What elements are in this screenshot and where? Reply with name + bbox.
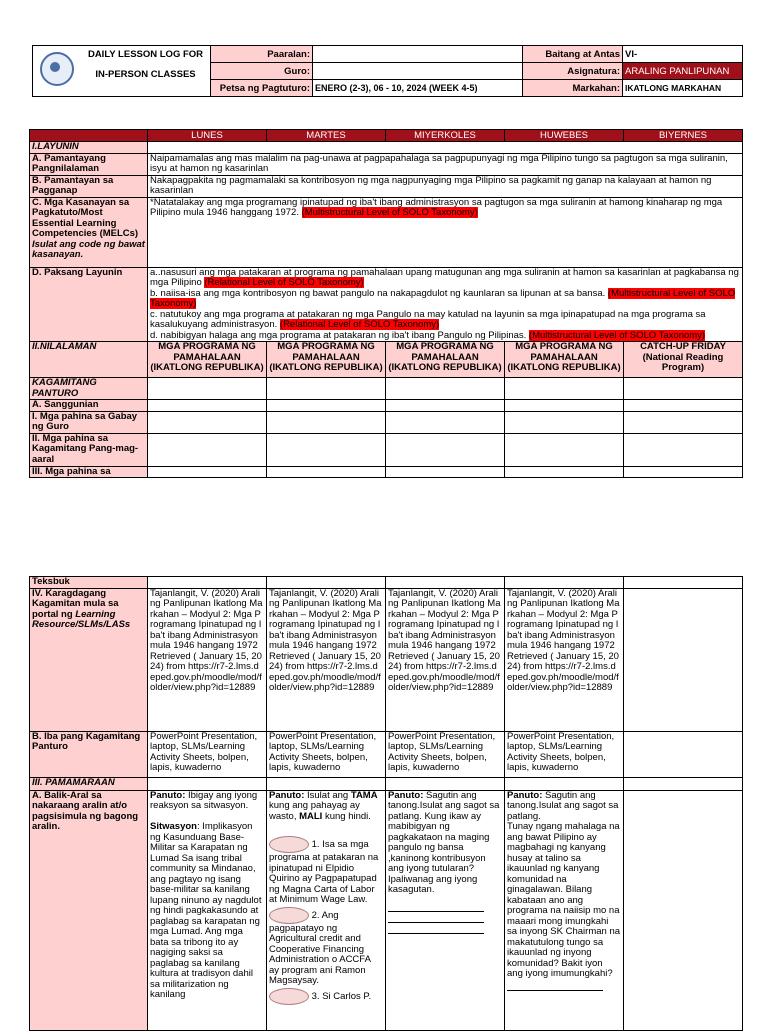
panuto-text: Sagutin ang tanong.Isulat ang sagot sa patlang.	[507, 790, 619, 822]
cell	[624, 731, 743, 777]
day-friday: BIYERNES	[624, 130, 743, 142]
lesson-log-table	[29, 129, 743, 478]
mga-pahina-label: III. Mga pahina sa	[30, 466, 148, 478]
cell	[505, 400, 624, 412]
objective-a: a..nasusuri ang mga patakaran at programa ng pamahalaan upang matugunan ang mga suliranin at hamon sa kasarinlan at pagkabansa ng mga Pilipino	[150, 267, 739, 288]
petsa-field[interactable]: ENERO (2-3), 06 - 10, 2024 (WEEK 4-5)	[313, 80, 523, 97]
guro-field[interactable]	[313, 63, 523, 80]
asignatura-field[interactable]: ARALING PANLIPUNAN	[623, 63, 743, 80]
thursday-question: Tunay ngang mahalaga na ang bawat Pilipino ay magbahagi ng kanyang husay at talino sa ikauunlad ng kanyang komunidad na ginagalawan. Bilang kabataan ano ang programa na naiisip mo na maaari mong imungkahi sa inyong SK Chairman na makatutulong tungo sa ikauunlad ng inyong komunidad? Bakit iyon ang iyong imumungkahi?	[507, 821, 621, 979]
panuto-label: Panuto:	[388, 790, 424, 801]
topic-friday: CATCH-UP FRIDAY (National Reading Program)	[624, 342, 743, 378]
cell	[505, 466, 624, 478]
cell	[624, 378, 743, 400]
lesson-log-table-continued	[29, 576, 743, 1031]
kagamitang-mag-aaral-label: II. Mga pahina sa Kagamitang Pang-mag-aaral	[30, 433, 148, 466]
answer-line[interactable]	[388, 924, 484, 934]
asignatura-label: Asignatura:	[523, 63, 623, 80]
quiz-item-3: 3. Si Carlos P.	[311, 990, 372, 1002]
teksbuk-label: Teksbuk	[30, 577, 148, 589]
section-pamamaraan: III. PAMAMARAAN	[30, 777, 148, 790]
gabay-guro-label: I. Mga pahina sa Gabay ng Guro	[30, 411, 148, 433]
objective-d: d. nabibigyan halaga ang mga programa at patakaran ng iba't ibang Pangulo ng Pilipinas.	[150, 329, 527, 341]
objective-d-tag: (Multistructural Level of SOLO Taxonomy)	[528, 329, 706, 341]
cell	[624, 588, 743, 731]
sitwasyon-label: Sitwasyon	[150, 821, 197, 832]
cell	[386, 466, 505, 478]
panuto-label: Panuto:	[269, 790, 305, 801]
title-cell	[33, 46, 211, 97]
reference-thursday: Tajanlangit, V. (2020) Araling Panlipunan Ikatlong Markahan – Modyul 2: Mga Programang Ipinatupad ng Iba't ibang Administrasyon mula 1946 hangang 1972Retrieved ( January 15, 2024) from https://r7-2.lms.deped.gov.ph/moodle/mod/folder/view.php?id=12889	[505, 588, 624, 731]
day-monday: LUNES	[148, 130, 267, 142]
topic-thursday: MGA PROGRAMA NG PAMAHALAAN (IKATLONG REPUBLIKA)	[505, 342, 624, 378]
cell	[148, 577, 267, 589]
layunin-blank	[148, 142, 743, 154]
paksang-layunin-label: D. Paksang Layunin	[30, 267, 148, 342]
sanggunian-label: A. Sanggunian	[30, 400, 148, 412]
cell	[148, 466, 267, 478]
quiz-item-2: 2. Ang pagpapatayo ng Agricultural credit and Cooperative Financing Administration o ACCFA ay program ani Ramon Magsaysay.	[269, 909, 371, 986]
panuto-text: kung hindi.	[322, 810, 371, 822]
topic-wednesday: MGA PROGRAMA NG PAMAHALAAN (IKATLONG REPUBLIKA)	[386, 342, 505, 378]
cell	[505, 378, 624, 400]
cell	[148, 378, 267, 400]
header-table	[32, 45, 743, 97]
guro-label: Guro:	[211, 63, 313, 80]
objective-b-tag: (Multistructural Level of SOLO Taxonomy)	[150, 287, 736, 309]
pagganap-label: B. Pamantayan sa Pagganap	[30, 175, 148, 197]
balik-aral-label: A. Balik-Aral sa nakaraang aralin at/o pagsisimula ng bagong aralin.	[30, 790, 148, 1030]
balik-aral-thursday	[505, 790, 624, 1030]
day-thursday: HUWEBES	[505, 130, 624, 142]
objective-c-tag: (Relational Level of SOLO Taxonomy)	[279, 319, 440, 330]
paaralan-label: Paaralan:	[211, 46, 313, 63]
cell	[267, 400, 386, 412]
title-line-1: DAILY LESSON LOG FOR	[87, 49, 204, 60]
balik-aral-wednesday	[386, 790, 505, 1030]
cell	[386, 378, 505, 400]
quiz-item-1: 1. Isa sa mga programa at patakaran na ipinatupad ni Elpidio Quirino ay Pagpapatupad ng Magna Carta of Labor at Minimum Wage Law.	[269, 839, 379, 905]
answer-line[interactable]	[388, 902, 484, 912]
panuto-text: kung ang pahayag ay wasto,	[269, 800, 360, 822]
melc-sub: Isulat ang code ng bawat kasanayan.	[32, 238, 145, 260]
deped-seal-icon	[40, 52, 74, 86]
karagdagang-label-text: IV. Karagdagang Kagamitan mula sa portal ng	[32, 588, 119, 620]
paksang-layunin-text	[148, 267, 743, 342]
tama-word: TAMA	[350, 790, 378, 801]
pagganap-text: Nakapagpakita ng pagmamalaki sa kontribosyon ng mga nagpunyaging mga Pilipino sa pagkamit ng ganap na kalayaan at hamon ng kasarinlan	[148, 175, 743, 197]
cell	[148, 433, 267, 466]
cell	[505, 577, 624, 589]
markahan-label: Markahan:	[523, 80, 623, 97]
cell	[624, 400, 743, 412]
cell	[505, 777, 624, 790]
cell	[386, 777, 505, 790]
mali-word: MALI	[299, 810, 323, 822]
cell	[267, 777, 386, 790]
baitang-label: Baitang at Antas	[523, 46, 623, 63]
pamantayang-label: A. Pamantayang Pangnilalaman	[30, 153, 148, 175]
melc-label: C. Mga Kasanayan sa Pagkatuto/Most Essential Learning Competencies (MELCs)	[32, 197, 139, 239]
day-header-blank	[30, 130, 148, 142]
topic-monday: MGA PROGRAMA NG PAMAHALAAN (IKATLONG REPUBLIKA)	[148, 342, 267, 378]
day-header-row	[30, 130, 743, 142]
materials-tuesday: PowerPoint Presentation, laptop, SLMs/Learning Activity Sheets, bolpen, lapis, kuwaderno	[267, 731, 386, 777]
section-kagamitan: KAGAMITANG PANTURO	[30, 378, 148, 400]
cell	[386, 433, 505, 466]
melc-text-cell	[148, 197, 743, 267]
sitwasyon-text: : Implikasyon ng Kasunduang Base-Militar sa Karapatan ng Lumad Sa isang tribal community sa Mindanao, ang pagtayo ng isang base-militar sa kanilang lupang ninuno ay nagdulot ng hindi pagkakasundo at paglabag sa karapatan ng mga Lumad. Ang mga bata sa tribong ito ay nagiging saksi sa paglabag sa kanilang kultura at tradisyon dahil sa militarization ng kanilang	[150, 821, 262, 1000]
petsa-label: Petsa ng Pagtuturo:	[211, 80, 313, 97]
panuto-label: Panuto:	[507, 790, 543, 801]
panuto-text: Ibigay ang iyong reaksyon sa sitwasyon.	[150, 790, 258, 811]
balik-aral-tuesday	[267, 790, 386, 1030]
cell	[505, 411, 624, 433]
cell	[624, 411, 743, 433]
melc-solo-tag: (Multistructural Level of SOLO Taxonomy)	[301, 207, 478, 218]
answer-oval[interactable]	[269, 836, 309, 853]
materials-thursday: PowerPoint Presentation, laptop, SLMs/Learning Activity Sheets, bolpen, lapis, kuwaderno	[505, 731, 624, 777]
learning-resource-label: Learning Resource/SLMs/LASs	[32, 608, 131, 630]
panuto-label: Panuto:	[150, 790, 186, 801]
panuto-text: Isulat ang	[304, 790, 351, 801]
cell	[267, 378, 386, 400]
reference-tuesday: Tajanlangit, V. (2020) Araling Panlipunan Ikatlong Markahan – Modyul 2: Mga Programang Ipinatupad ng Iba't ibang Administrasyon mula 1946 hangang 1972Retrieved ( January 15, 2024) from https://r7-2.lms.deped.gov.ph/moodle/mod/folder/view.php?id=12889	[267, 588, 386, 731]
cell	[267, 433, 386, 466]
cell	[267, 466, 386, 478]
section-nilalaman: II.NILALAMAN	[30, 342, 148, 378]
cell	[386, 400, 505, 412]
cell	[386, 411, 505, 433]
answer-oval[interactable]	[269, 988, 309, 1005]
cell	[148, 400, 267, 412]
cell	[624, 433, 743, 466]
reference-wednesday: Tajanlangit, V. (2020) Araling Panlipunan Ikatlong Markahan – Modyul 2: Mga Programang Ipinatupad ng Iba't ibang Administrasyon mula 1946 hangang 1972Retrieved ( January 15, 2024) from https://r7-2.lms.deped.gov.ph/moodle/mod/folder/view.php?id=12889	[386, 588, 505, 731]
topic-tuesday: MGA PROGRAMA NG PAMAHALAAN (IKATLONG REPUBLIKA)	[267, 342, 386, 378]
objective-b: b. naiisa-isa ang mga kontribosyon ng bawat pangulo na nakapagdulot ng kaunlaran sa lipunan at sa bansa.	[150, 287, 606, 299]
objective-a-tag: (Relational Level of SOLO Taxonomy)	[204, 277, 364, 288]
objective-c: c. natutukoy ang mga programa at patakaran ng mga Pangulo na may katulad na layunin sa mga ipinapatupad na mga programa sa kasalukuyang administrasyon.	[150, 308, 706, 330]
melc-text: *Natatalakay ang mga programang ipinatupad ng iba't ibang administrasyon sa pagtugon sa mga suliranin at hamong kinaharap ng mga Pilipino mula 1946 hanggang 1972.	[150, 197, 723, 218]
cell	[267, 411, 386, 433]
cell	[624, 777, 743, 790]
cell	[624, 577, 743, 589]
pamantayang-text: Naipamamalas ang mas malalim na pag-unawa at pagpapahalaga sa pagpupunyagi ng mga Pilipino tungo sa pagtugon sa mga suliranin, isyu at hamon ng kasarinlan	[148, 153, 743, 175]
day-tuesday: MARTES	[267, 130, 386, 142]
answer-line[interactable]	[388, 913, 484, 923]
answer-line[interactable]	[507, 981, 603, 991]
markahan-field[interactable]: IKATLONG MARKAHAN	[623, 80, 743, 97]
answer-oval[interactable]	[269, 907, 309, 924]
section-layunin: I.LAYUNIN	[30, 142, 148, 154]
materials-wednesday: PowerPoint Presentation, laptop, SLMs/Learning Activity Sheets, bolpen, lapis, kuwaderno	[386, 731, 505, 777]
panuto-text: Sagutin ang tanong.Isulat ang sagot sa patlang. Kung ikaw ay mabibigyan ng pagkakataon na maging pangulo ng bansa ,kaninong kontribusyon ang iyong tutularan?Ipaliwanag ang iyong kasagutan.	[388, 790, 500, 895]
cell	[624, 790, 743, 1030]
materials-monday: PowerPoint Presentation, laptop, SLMs/Learning Activity Sheets, bolpen, lapis, kuwaderno	[148, 731, 267, 777]
cell	[505, 433, 624, 466]
cell	[148, 777, 267, 790]
cell	[624, 466, 743, 478]
melc-label-cell	[30, 197, 148, 267]
karagdagang-kagamitan-label	[30, 588, 148, 731]
cell	[386, 577, 505, 589]
iba-pang-kagamitan-label: B. Iba pang Kagamitang Panturo	[30, 731, 148, 777]
baitang-field[interactable]: VI-	[623, 46, 743, 63]
cell	[148, 411, 267, 433]
day-wednesday: MIYERKOLES	[386, 130, 505, 142]
balik-aral-monday	[148, 790, 267, 1030]
paaralan-field[interactable]	[313, 46, 523, 63]
cell	[267, 577, 386, 589]
title-line-2: IN-PERSON CLASSES	[95, 69, 196, 80]
reference-monday: Tajanlangit, V. (2020) Araling Panlipunan Ikatlong Markahan – Modyul 2: Mga Programang Ipinatupad ng Iba't ibang Administrasyon mula 1946 hangang 1972Retrieved ( January 15, 2024) from https://r7-2.lms.deped.gov.ph/moodle/mod/folder/view.php?id=12889	[148, 588, 267, 731]
